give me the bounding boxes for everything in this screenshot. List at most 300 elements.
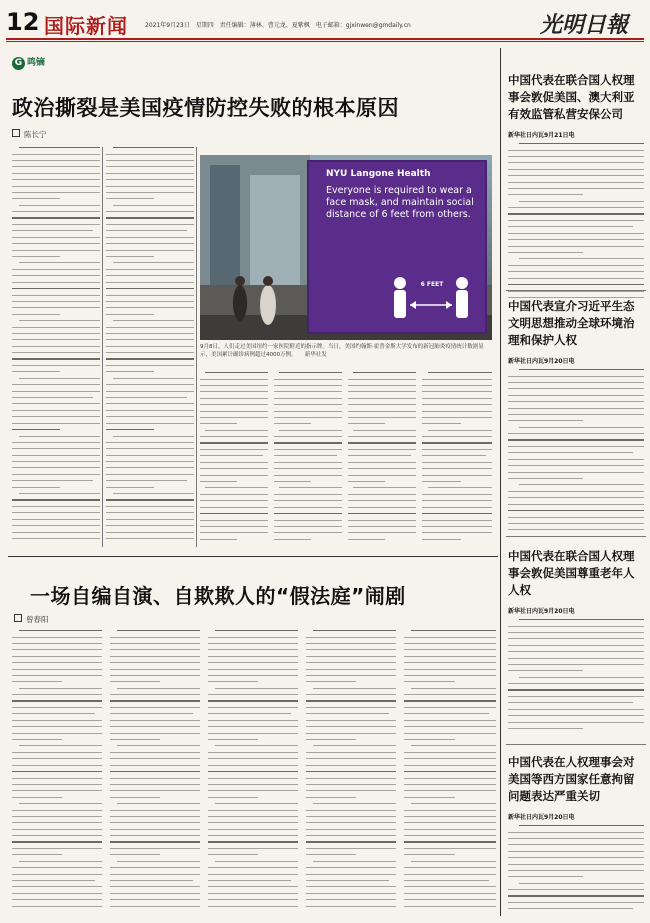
body-text-line bbox=[12, 423, 100, 424]
body-text-line bbox=[508, 169, 644, 170]
body-text-line bbox=[508, 401, 644, 402]
body-text-line bbox=[110, 822, 200, 823]
body-text-line bbox=[208, 752, 298, 753]
body-text-line bbox=[200, 385, 268, 386]
body-text-line bbox=[215, 688, 298, 689]
body-text-line bbox=[348, 411, 416, 412]
body-text-line bbox=[200, 398, 268, 399]
sidebar-item bbox=[508, 754, 644, 920]
body-text-line bbox=[208, 790, 298, 791]
sidebar-item-title: 中国代表在人权理事会对美国等西方国家任意拘留问题表达严重关切 bbox=[508, 755, 635, 803]
body-text-line bbox=[106, 525, 194, 526]
sidebar-separator bbox=[506, 536, 646, 537]
article1-body-col1 bbox=[12, 147, 100, 547]
body-text-line bbox=[348, 391, 416, 392]
body-text-line bbox=[106, 538, 194, 539]
body-text-line bbox=[110, 816, 200, 817]
body-text-line bbox=[12, 474, 100, 475]
body-text-line bbox=[106, 282, 194, 283]
body-text-line bbox=[12, 656, 102, 657]
body-text-line bbox=[12, 822, 102, 823]
body-text-line bbox=[12, 288, 100, 289]
body-text-line bbox=[422, 513, 492, 514]
body-text-line bbox=[508, 715, 644, 716]
body-text-line bbox=[306, 752, 396, 753]
body-text-line bbox=[508, 696, 644, 697]
body-text-line bbox=[508, 265, 644, 266]
column-tag bbox=[12, 55, 45, 70]
body-text-line bbox=[208, 713, 291, 714]
body-text-line bbox=[200, 520, 268, 521]
body-text-line bbox=[274, 494, 342, 495]
body-text-line bbox=[306, 675, 396, 676]
body-text-line bbox=[508, 851, 644, 852]
body-text-line bbox=[508, 638, 644, 639]
body-text-line bbox=[306, 662, 396, 663]
body-text-line bbox=[508, 175, 644, 176]
body-text-line bbox=[508, 889, 644, 890]
body-text-line bbox=[12, 854, 62, 855]
body-text-line bbox=[422, 398, 492, 399]
body-text-line bbox=[404, 720, 496, 721]
body-text-line bbox=[106, 455, 194, 456]
body-text-line bbox=[348, 436, 416, 437]
body-text-line bbox=[348, 455, 411, 456]
body-text-line bbox=[110, 739, 160, 740]
sidebar-item-title: 中国代表在联合国人权理事会敦促美国、澳大利亚有效监管私营安保公司 bbox=[508, 73, 635, 121]
body-text-line bbox=[508, 864, 644, 865]
body-text-line bbox=[12, 765, 102, 766]
body-text-line bbox=[306, 739, 356, 740]
body-text-line bbox=[110, 669, 200, 670]
body-text-line bbox=[208, 822, 298, 823]
body-text-line bbox=[353, 487, 416, 488]
body-text-line bbox=[508, 420, 583, 421]
body-text-line bbox=[348, 462, 416, 463]
body-text-line bbox=[12, 352, 100, 353]
body-text-line bbox=[19, 436, 100, 437]
body-text-line bbox=[404, 790, 496, 791]
body-text-line bbox=[274, 532, 342, 533]
body-text-line bbox=[348, 520, 416, 521]
body-text-line bbox=[306, 867, 396, 868]
body-text-line bbox=[110, 733, 200, 734]
body-text-line bbox=[106, 192, 194, 193]
body-text-line bbox=[404, 675, 496, 676]
body-text-line bbox=[508, 902, 644, 903]
body-text-line bbox=[306, 810, 396, 811]
body-text-line bbox=[12, 726, 102, 727]
body-text-line bbox=[422, 455, 486, 456]
body-text-line bbox=[313, 803, 396, 804]
body-text-line bbox=[411, 745, 496, 746]
body-text-line bbox=[106, 237, 194, 238]
body-text-line bbox=[508, 188, 644, 189]
article1-body-col4 bbox=[274, 372, 342, 547]
body-text-line bbox=[200, 468, 268, 469]
body-text-line bbox=[422, 436, 492, 437]
body-text-line bbox=[274, 500, 342, 501]
body-text-line bbox=[200, 532, 268, 533]
body-text-line bbox=[348, 539, 385, 540]
body-text-line bbox=[106, 243, 194, 244]
body-text-line bbox=[117, 803, 200, 804]
body-text-line bbox=[113, 147, 194, 148]
body-text-line bbox=[306, 790, 396, 791]
body-text-line bbox=[404, 829, 496, 830]
body-text-line bbox=[508, 150, 644, 151]
body-text-line bbox=[110, 810, 200, 811]
body-text-line bbox=[12, 230, 93, 231]
body-text-line bbox=[106, 403, 194, 404]
body-text-line bbox=[274, 404, 342, 405]
body-text-line bbox=[428, 372, 492, 373]
body-text-line bbox=[508, 182, 644, 183]
body-text-line bbox=[306, 899, 396, 900]
body-text-line bbox=[313, 688, 396, 689]
body-text-line bbox=[508, 433, 644, 434]
body-text-line bbox=[508, 239, 644, 240]
body-text-line bbox=[404, 893, 496, 894]
body-text-line bbox=[348, 532, 416, 533]
body-text-line bbox=[110, 797, 160, 798]
body-text-line bbox=[12, 384, 100, 385]
body-text-line bbox=[508, 645, 644, 646]
body-text-line bbox=[12, 720, 102, 721]
body-text-line bbox=[274, 507, 342, 508]
body-text-line bbox=[12, 675, 102, 676]
body-text-line bbox=[508, 271, 644, 272]
body-text-line bbox=[106, 250, 194, 251]
body-text-line bbox=[404, 707, 496, 708]
body-text-line bbox=[12, 403, 100, 404]
body-text-line bbox=[404, 816, 496, 817]
body-text-line bbox=[404, 886, 496, 887]
body-text-line bbox=[200, 481, 237, 482]
sign-text: Everyone is required to wear a face mask, and maintain social distance of 6 feet from others. bbox=[326, 185, 474, 220]
body-text-line bbox=[200, 526, 268, 527]
sidebar-item bbox=[508, 298, 644, 539]
body-text-line bbox=[106, 384, 194, 385]
body-text-line bbox=[404, 752, 496, 753]
sidebar-item-body bbox=[508, 143, 644, 303]
body-text-line bbox=[411, 688, 496, 689]
body-text-line bbox=[19, 147, 100, 148]
body-text-line bbox=[353, 372, 416, 373]
body-text-line bbox=[348, 449, 416, 450]
body-text-line bbox=[404, 810, 496, 811]
body-text-line bbox=[306, 784, 396, 785]
body-text-line bbox=[215, 630, 298, 631]
body-text-line bbox=[508, 278, 644, 279]
body-text-line bbox=[12, 733, 102, 734]
body-text-line bbox=[519, 258, 644, 259]
body-text-line bbox=[519, 883, 644, 884]
body-text-line bbox=[215, 745, 298, 746]
body-text-line bbox=[106, 429, 154, 430]
body-text-line bbox=[508, 844, 644, 845]
body-text-line bbox=[12, 816, 102, 817]
body-text-line bbox=[508, 908, 633, 909]
body-text-line bbox=[12, 333, 100, 334]
body-text-line bbox=[12, 790, 102, 791]
body-text-line bbox=[508, 651, 644, 652]
body-text-line bbox=[422, 379, 492, 380]
body-text-line bbox=[508, 156, 644, 157]
sidebar-item-dateline: 新华社日内瓦9月20日电 bbox=[508, 608, 575, 615]
body-text-line bbox=[117, 861, 200, 862]
article2-headline: 一场自编自演、自欺欺人的“假法庭”闹剧 bbox=[30, 584, 406, 608]
body-text-line bbox=[12, 327, 100, 328]
body-text-line bbox=[12, 410, 100, 411]
body-text-line bbox=[12, 166, 100, 167]
body-text-line bbox=[110, 713, 193, 714]
body-text-line bbox=[200, 462, 268, 463]
body-text-line bbox=[110, 765, 200, 766]
body-text-line bbox=[274, 379, 342, 380]
body-text-line bbox=[200, 379, 268, 380]
body-text-line bbox=[19, 320, 100, 321]
body-text-line bbox=[404, 841, 496, 842]
body-text-line bbox=[508, 414, 644, 415]
body-text-line bbox=[113, 378, 194, 379]
body-text-line bbox=[404, 880, 489, 881]
body-text-line bbox=[200, 475, 268, 476]
body-text-line bbox=[508, 504, 644, 505]
body-text-line bbox=[306, 854, 356, 855]
body-text-line bbox=[12, 519, 100, 520]
body-text-line bbox=[404, 784, 496, 785]
body-text-line bbox=[508, 233, 644, 234]
body-text-line bbox=[12, 532, 100, 533]
body-text-line bbox=[508, 497, 644, 498]
body-text-line bbox=[110, 675, 200, 676]
body-text-line bbox=[200, 455, 263, 456]
body-text-line bbox=[110, 637, 200, 638]
body-text-line bbox=[106, 211, 194, 212]
body-text-line bbox=[205, 372, 268, 373]
body-text-line bbox=[200, 494, 268, 495]
body-text-line bbox=[12, 637, 102, 638]
body-text-line bbox=[110, 649, 200, 650]
body-text-line bbox=[110, 874, 200, 875]
body-text-line bbox=[106, 397, 187, 398]
body-text-line bbox=[110, 841, 200, 842]
byline-box-icon bbox=[12, 129, 20, 137]
body-text-line bbox=[508, 491, 644, 492]
body-text-line bbox=[508, 529, 644, 530]
body-text-line bbox=[106, 346, 194, 347]
body-text-line bbox=[106, 166, 194, 167]
body-text-line bbox=[19, 803, 102, 804]
body-text-line bbox=[12, 512, 100, 513]
body-text-line bbox=[106, 295, 194, 296]
body-text-line bbox=[208, 899, 298, 900]
body-text-line bbox=[306, 816, 396, 817]
body-text-line bbox=[508, 213, 644, 214]
body-text-line bbox=[110, 899, 200, 900]
body-text-line bbox=[110, 790, 200, 791]
body-text-line bbox=[519, 143, 644, 144]
body-text-line bbox=[306, 841, 396, 842]
photo-caption: 9月8日，人们走过美国纽约一家医院附近的指示牌。当日，美国约翰斯·霍普金斯大学发布的新冠肺炎疫情统计数据显示，美国累计确诊病例超过4000万例。 新华社发 bbox=[200, 344, 484, 358]
column-tag-label: 鸣镝 bbox=[27, 58, 46, 68]
body-text-line bbox=[404, 656, 496, 657]
body-text-line bbox=[12, 835, 102, 836]
body-text-line bbox=[279, 372, 342, 373]
column-badge-icon: G bbox=[12, 57, 25, 70]
body-text-line bbox=[200, 539, 237, 540]
body-text-line bbox=[12, 243, 100, 244]
body-text-line bbox=[208, 649, 298, 650]
body-text-line bbox=[12, 771, 102, 772]
body-text-line bbox=[106, 314, 154, 315]
body-text-line bbox=[348, 507, 416, 508]
body-text-line bbox=[12, 643, 102, 644]
body-text-line bbox=[12, 694, 102, 695]
body-text-line bbox=[106, 179, 194, 180]
body-text-line bbox=[348, 513, 416, 514]
body-text-line bbox=[106, 333, 194, 334]
body-text-line bbox=[348, 404, 416, 405]
body-text-line bbox=[348, 526, 416, 527]
body-text-line bbox=[208, 835, 298, 836]
body-text-line bbox=[208, 700, 298, 701]
body-text-line bbox=[306, 643, 396, 644]
body-text-line bbox=[12, 867, 102, 868]
body-text-line bbox=[106, 154, 194, 155]
body-text-line bbox=[106, 371, 154, 372]
body-text-line bbox=[200, 391, 268, 392]
body-text-line bbox=[12, 154, 100, 155]
body-text-line bbox=[12, 198, 60, 199]
body-text-line bbox=[12, 707, 102, 708]
body-text-line bbox=[508, 838, 644, 839]
body-text-line bbox=[274, 455, 337, 456]
body-text-line bbox=[404, 906, 496, 907]
body-text-line bbox=[110, 771, 200, 772]
body-text-line bbox=[306, 822, 396, 823]
body-text-line bbox=[508, 252, 583, 253]
body-text-line bbox=[113, 205, 194, 206]
article1-body-col5 bbox=[348, 372, 416, 547]
body-text-line bbox=[313, 745, 396, 746]
person-icon bbox=[456, 277, 468, 318]
body-text-line bbox=[208, 829, 298, 830]
body-text-line bbox=[12, 224, 100, 225]
body-text-line bbox=[215, 861, 298, 862]
body-text-line bbox=[106, 448, 194, 449]
body-text-line bbox=[279, 430, 342, 431]
body-text-line bbox=[508, 478, 583, 479]
body-text-line bbox=[508, 857, 644, 858]
body-text-line bbox=[208, 854, 258, 855]
body-text-line bbox=[12, 217, 100, 218]
body-text-line bbox=[508, 439, 644, 440]
body-text-line bbox=[12, 179, 100, 180]
body-text-line bbox=[106, 186, 194, 187]
body-text-line bbox=[12, 358, 100, 359]
body-text-line bbox=[274, 411, 342, 412]
body-text-line bbox=[110, 906, 200, 907]
body-text-line bbox=[348, 481, 385, 482]
body-text-line bbox=[208, 816, 298, 817]
body-text-line bbox=[12, 538, 100, 539]
body-text-line bbox=[200, 507, 268, 508]
body-text-line bbox=[508, 523, 644, 524]
body-text-line bbox=[208, 662, 298, 663]
body-text-line bbox=[200, 436, 268, 437]
body-text-line bbox=[12, 455, 100, 456]
body-text-line bbox=[106, 499, 194, 500]
body-text-line bbox=[12, 416, 100, 417]
body-text-line bbox=[422, 442, 492, 443]
body-text-line bbox=[508, 670, 583, 671]
body-text-line bbox=[422, 539, 461, 540]
body-text-line bbox=[508, 395, 644, 396]
body-text-line bbox=[12, 906, 102, 907]
body-text-line bbox=[208, 694, 298, 695]
body-text-line bbox=[12, 160, 100, 161]
body-text-line bbox=[200, 423, 237, 424]
body-text-line bbox=[12, 282, 100, 283]
body-text-line bbox=[106, 365, 194, 366]
body-text-line bbox=[106, 391, 194, 392]
body-text-line bbox=[208, 893, 298, 894]
body-text-line bbox=[428, 487, 492, 488]
body-text-line bbox=[106, 256, 154, 257]
body-text-line bbox=[422, 532, 492, 533]
body-text-line bbox=[12, 397, 93, 398]
body-text-line bbox=[12, 391, 100, 392]
sidebar-separator bbox=[506, 290, 646, 291]
body-text-line bbox=[508, 683, 644, 684]
body-text-line bbox=[348, 423, 385, 424]
body-text-line bbox=[113, 262, 194, 263]
body-text-line bbox=[12, 525, 100, 526]
body-text-line bbox=[12, 307, 100, 308]
body-text-line bbox=[208, 643, 298, 644]
body-text-line bbox=[306, 758, 396, 759]
body-text-line bbox=[508, 226, 633, 227]
article2-body-col5 bbox=[404, 630, 496, 915]
body-text-line bbox=[508, 452, 633, 453]
body-text-line bbox=[106, 230, 187, 231]
body-text-line bbox=[106, 307, 194, 308]
body-text-line bbox=[110, 848, 200, 849]
body-text-line bbox=[274, 423, 311, 424]
body-text-line bbox=[208, 867, 298, 868]
article2-byline bbox=[14, 614, 49, 625]
body-text-line bbox=[106, 423, 194, 424]
body-text-line bbox=[306, 681, 356, 682]
body-text-line bbox=[404, 867, 496, 868]
sidebar-item-dateline: 新华社日内瓦9月21日电 bbox=[508, 132, 575, 139]
body-text-line bbox=[200, 411, 268, 412]
body-text-line bbox=[110, 867, 200, 868]
body-text-line bbox=[411, 803, 496, 804]
sidebar-separator bbox=[506, 744, 646, 745]
body-text-line bbox=[106, 461, 194, 462]
body-text-line bbox=[208, 720, 298, 721]
header-info: 2021年9月23日 星期四 责任编辑：薄林、曹元龙、夏紫枫 电子邮箱：gjxinwen@gmdaily.cn bbox=[145, 22, 411, 29]
body-text-line bbox=[208, 637, 298, 638]
body-text-line bbox=[12, 487, 60, 488]
body-text-line bbox=[12, 237, 100, 238]
body-text-line bbox=[404, 649, 496, 650]
body-text-line bbox=[519, 677, 644, 678]
body-text-line bbox=[12, 442, 100, 443]
